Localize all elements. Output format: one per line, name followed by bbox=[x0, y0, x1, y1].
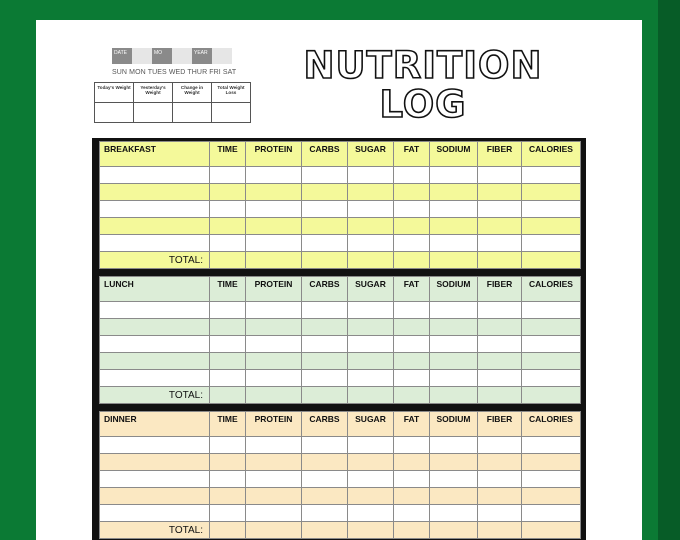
value-cell[interactable] bbox=[348, 437, 394, 454]
date-fields bbox=[112, 48, 232, 64]
column-header-calories: CALORIES bbox=[522, 412, 581, 437]
value-cell[interactable] bbox=[478, 218, 522, 235]
food-cell[interactable] bbox=[100, 370, 210, 387]
value-cell[interactable] bbox=[246, 336, 302, 353]
dark-green-edge bbox=[658, 0, 680, 540]
entry-row bbox=[100, 370, 581, 387]
value-cell[interactable] bbox=[348, 319, 394, 336]
total-row bbox=[100, 387, 581, 404]
entry-row bbox=[100, 353, 581, 370]
value-cell[interactable] bbox=[394, 336, 430, 353]
food-cell[interactable] bbox=[100, 201, 210, 218]
column-header-sodium: SODIUM bbox=[430, 412, 478, 437]
value-cell[interactable] bbox=[302, 437, 348, 454]
value-cell[interactable] bbox=[522, 167, 581, 184]
value-cell[interactable] bbox=[302, 370, 348, 387]
value-cell[interactable] bbox=[210, 302, 246, 319]
value-cell[interactable] bbox=[302, 471, 348, 488]
value-cell[interactable] bbox=[430, 336, 478, 353]
value-cell[interactable] bbox=[478, 370, 522, 387]
value-cell[interactable] bbox=[430, 370, 478, 387]
column-header-time: TIME bbox=[210, 412, 246, 437]
column-header-protein: PROTEIN bbox=[246, 277, 302, 302]
food-cell[interactable] bbox=[100, 319, 210, 336]
value-cell[interactable] bbox=[348, 454, 394, 471]
value-cell[interactable] bbox=[522, 370, 581, 387]
value-cell[interactable] bbox=[210, 201, 246, 218]
value-cell[interactable] bbox=[246, 235, 302, 252]
value-cell[interactable] bbox=[246, 471, 302, 488]
food-cell[interactable] bbox=[100, 302, 210, 319]
lunch-table bbox=[99, 276, 581, 404]
value-cell[interactable] bbox=[522, 471, 581, 488]
total-label: TOTAL: bbox=[100, 252, 210, 269]
year-field[interactable] bbox=[212, 48, 232, 64]
value-cell[interactable] bbox=[394, 167, 430, 184]
page-title bbox=[298, 46, 548, 124]
column-header-fiber: FIBER bbox=[478, 412, 522, 437]
value-cell[interactable] bbox=[246, 201, 302, 218]
value-cell[interactable] bbox=[522, 437, 581, 454]
value-cell[interactable] bbox=[348, 471, 394, 488]
weight-cell[interactable] bbox=[173, 103, 212, 123]
weight-header-total-loss: Total Weight Loss bbox=[212, 83, 251, 103]
value-cell[interactable] bbox=[210, 184, 246, 201]
value-cell[interactable] bbox=[394, 201, 430, 218]
value-cell[interactable] bbox=[394, 319, 430, 336]
value-cell[interactable] bbox=[348, 218, 394, 235]
total-cell[interactable] bbox=[394, 252, 430, 269]
food-cell[interactable] bbox=[100, 488, 210, 505]
total-cell[interactable] bbox=[246, 252, 302, 269]
food-cell[interactable] bbox=[100, 437, 210, 454]
total-cell[interactable] bbox=[430, 387, 478, 404]
entry-row bbox=[100, 184, 581, 201]
value-cell[interactable] bbox=[302, 488, 348, 505]
value-cell[interactable] bbox=[348, 302, 394, 319]
food-cell[interactable] bbox=[100, 184, 210, 201]
entry-row bbox=[100, 454, 581, 471]
total-cell[interactable] bbox=[394, 387, 430, 404]
value-cell[interactable] bbox=[246, 505, 302, 522]
total-row bbox=[100, 252, 581, 269]
value-cell[interactable] bbox=[522, 235, 581, 252]
value-cell[interactable] bbox=[522, 218, 581, 235]
month-label: MO bbox=[152, 48, 172, 64]
column-header-carbs: CARBS bbox=[302, 142, 348, 167]
value-cell[interactable] bbox=[394, 488, 430, 505]
value-cell[interactable] bbox=[348, 353, 394, 370]
value-cell[interactable] bbox=[430, 437, 478, 454]
value-cell[interactable] bbox=[246, 184, 302, 201]
value-cell[interactable] bbox=[522, 184, 581, 201]
value-cell[interactable] bbox=[302, 167, 348, 184]
value-cell[interactable] bbox=[246, 218, 302, 235]
value-cell[interactable] bbox=[430, 319, 478, 336]
value-cell[interactable] bbox=[478, 471, 522, 488]
lunch-label: LUNCH bbox=[100, 277, 210, 302]
column-header-sodium: SODIUM bbox=[430, 142, 478, 167]
total-cell[interactable] bbox=[210, 252, 246, 269]
value-cell[interactable] bbox=[348, 235, 394, 252]
month-field[interactable] bbox=[172, 48, 192, 64]
value-cell[interactable] bbox=[348, 184, 394, 201]
breakfast-label: BREAKFAST bbox=[100, 142, 210, 167]
entry-row bbox=[100, 336, 581, 353]
total-label: TOTAL: bbox=[100, 387, 210, 404]
column-header-fiber: FIBER bbox=[478, 142, 522, 167]
value-cell[interactable] bbox=[210, 167, 246, 184]
total-cell[interactable] bbox=[348, 387, 394, 404]
weight-header-today: Today's Weight bbox=[95, 83, 134, 103]
value-cell[interactable] bbox=[394, 302, 430, 319]
value-cell[interactable] bbox=[430, 488, 478, 505]
total-cell[interactable] bbox=[522, 252, 581, 269]
food-cell[interactable] bbox=[100, 235, 210, 252]
value-cell[interactable] bbox=[302, 235, 348, 252]
value-cell[interactable] bbox=[430, 471, 478, 488]
value-cell[interactable] bbox=[348, 336, 394, 353]
value-cell[interactable] bbox=[302, 454, 348, 471]
value-cell[interactable] bbox=[246, 319, 302, 336]
value-cell[interactable] bbox=[430, 302, 478, 319]
column-header-carbs: CARBS bbox=[302, 412, 348, 437]
value-cell[interactable] bbox=[348, 167, 394, 184]
total-cell[interactable] bbox=[478, 522, 522, 539]
entry-row bbox=[100, 319, 581, 336]
value-cell[interactable] bbox=[210, 235, 246, 252]
value-cell[interactable] bbox=[348, 201, 394, 218]
entry-row bbox=[100, 437, 581, 454]
total-cell[interactable] bbox=[430, 252, 478, 269]
value-cell[interactable] bbox=[246, 370, 302, 387]
day-sat[interactable]: SAT bbox=[222, 69, 237, 76]
dinner-label: DINNER bbox=[100, 412, 210, 437]
column-header-protein: PROTEIN bbox=[246, 412, 302, 437]
value-cell[interactable] bbox=[394, 370, 430, 387]
value-cell[interactable] bbox=[246, 454, 302, 471]
value-cell[interactable] bbox=[430, 201, 478, 218]
title-line-1: NUTRITION bbox=[303, 44, 543, 87]
value-cell[interactable] bbox=[394, 353, 430, 370]
food-cell[interactable] bbox=[100, 505, 210, 522]
meal-tables bbox=[92, 138, 586, 540]
date-label: DATE bbox=[112, 48, 132, 64]
value-cell[interactable] bbox=[478, 201, 522, 218]
value-cell[interactable] bbox=[430, 184, 478, 201]
column-header-protein: PROTEIN bbox=[246, 142, 302, 167]
value-cell[interactable] bbox=[478, 184, 522, 201]
total-cell[interactable] bbox=[522, 522, 581, 539]
food-cell[interactable] bbox=[100, 454, 210, 471]
value-cell[interactable] bbox=[302, 201, 348, 218]
value-cell[interactable] bbox=[430, 454, 478, 471]
food-cell[interactable] bbox=[100, 218, 210, 235]
weight-header-yesterday: Yesterday's Weight bbox=[134, 83, 173, 103]
entry-row bbox=[100, 167, 581, 184]
total-cell[interactable] bbox=[430, 522, 478, 539]
breakfast-table bbox=[99, 141, 581, 269]
value-cell[interactable] bbox=[478, 454, 522, 471]
value-cell[interactable] bbox=[522, 302, 581, 319]
value-cell[interactable] bbox=[522, 319, 581, 336]
food-cell[interactable] bbox=[100, 353, 210, 370]
total-cell[interactable] bbox=[302, 387, 348, 404]
entry-row bbox=[100, 471, 581, 488]
total-cell[interactable] bbox=[478, 387, 522, 404]
day-sun[interactable]: SUN bbox=[112, 69, 128, 76]
value-cell[interactable] bbox=[522, 353, 581, 370]
total-cell[interactable] bbox=[394, 522, 430, 539]
total-cell[interactable] bbox=[522, 387, 581, 404]
total-row bbox=[100, 522, 581, 539]
value-cell[interactable] bbox=[210, 353, 246, 370]
value-cell[interactable] bbox=[246, 353, 302, 370]
weight-cell[interactable] bbox=[95, 103, 134, 123]
value-cell[interactable] bbox=[394, 505, 430, 522]
date-field[interactable] bbox=[132, 48, 152, 64]
column-header-fat: FAT bbox=[394, 142, 430, 167]
value-cell[interactable] bbox=[302, 319, 348, 336]
food-cell[interactable] bbox=[100, 336, 210, 353]
value-cell[interactable] bbox=[302, 505, 348, 522]
total-cell[interactable] bbox=[348, 252, 394, 269]
column-header-sugar: SUGAR bbox=[348, 277, 394, 302]
value-cell[interactable] bbox=[478, 336, 522, 353]
weight-table bbox=[94, 82, 251, 123]
column-header-sodium: SODIUM bbox=[430, 277, 478, 302]
value-cell[interactable] bbox=[246, 488, 302, 505]
food-cell[interactable] bbox=[100, 167, 210, 184]
day-tues[interactable]: TUES bbox=[147, 69, 167, 76]
column-header-carbs: CARBS bbox=[302, 277, 348, 302]
value-cell[interactable] bbox=[210, 505, 246, 522]
value-cell[interactable] bbox=[302, 302, 348, 319]
total-cell[interactable] bbox=[210, 387, 246, 404]
column-header-sugar: SUGAR bbox=[348, 142, 394, 167]
value-cell[interactable] bbox=[430, 505, 478, 522]
value-cell[interactable] bbox=[478, 235, 522, 252]
value-cell[interactable] bbox=[348, 488, 394, 505]
day-wed[interactable]: WED bbox=[168, 69, 186, 76]
weight-cell[interactable] bbox=[134, 103, 173, 123]
value-cell[interactable] bbox=[302, 353, 348, 370]
value-cell[interactable] bbox=[478, 319, 522, 336]
value-cell[interactable] bbox=[522, 336, 581, 353]
column-header-fat: FAT bbox=[394, 277, 430, 302]
value-cell[interactable] bbox=[478, 437, 522, 454]
total-cell[interactable] bbox=[302, 252, 348, 269]
value-cell[interactable] bbox=[478, 505, 522, 522]
value-cell[interactable] bbox=[302, 184, 348, 201]
value-cell[interactable] bbox=[210, 370, 246, 387]
value-cell[interactable] bbox=[430, 167, 478, 184]
total-cell[interactable] bbox=[210, 522, 246, 539]
dinner-table bbox=[99, 411, 581, 539]
column-header-calories: CALORIES bbox=[522, 142, 581, 167]
day-fri[interactable]: FRI bbox=[209, 69, 221, 76]
value-cell[interactable] bbox=[210, 454, 246, 471]
day-thur[interactable]: THUR bbox=[187, 69, 208, 76]
weight-cell[interactable] bbox=[212, 103, 251, 123]
column-header-time: TIME bbox=[210, 142, 246, 167]
value-cell[interactable] bbox=[394, 184, 430, 201]
column-header-time: TIME bbox=[210, 277, 246, 302]
entry-row bbox=[100, 505, 581, 522]
value-cell[interactable] bbox=[430, 353, 478, 370]
column-header-calories: CALORIES bbox=[522, 277, 581, 302]
value-cell[interactable] bbox=[430, 218, 478, 235]
value-cell[interactable] bbox=[394, 437, 430, 454]
entry-row bbox=[100, 235, 581, 252]
value-cell[interactable] bbox=[302, 336, 348, 353]
value-cell[interactable] bbox=[210, 218, 246, 235]
total-cell[interactable] bbox=[348, 522, 394, 539]
value-cell[interactable] bbox=[302, 218, 348, 235]
value-cell[interactable] bbox=[394, 218, 430, 235]
value-cell[interactable] bbox=[394, 454, 430, 471]
food-cell[interactable] bbox=[100, 471, 210, 488]
value-cell[interactable] bbox=[210, 437, 246, 454]
column-header-fat: FAT bbox=[394, 412, 430, 437]
total-cell[interactable] bbox=[246, 522, 302, 539]
value-cell[interactable] bbox=[246, 437, 302, 454]
value-cell[interactable] bbox=[210, 319, 246, 336]
value-cell[interactable] bbox=[522, 201, 581, 218]
column-header-sugar: SUGAR bbox=[348, 412, 394, 437]
value-cell[interactable] bbox=[478, 167, 522, 184]
nutrition-log-page bbox=[36, 20, 642, 540]
value-cell[interactable] bbox=[478, 488, 522, 505]
total-cell[interactable] bbox=[302, 522, 348, 539]
value-cell[interactable] bbox=[210, 471, 246, 488]
value-cell[interactable] bbox=[394, 471, 430, 488]
value-cell[interactable] bbox=[430, 235, 478, 252]
weight-header-change: Change in Weight bbox=[173, 83, 212, 103]
value-cell[interactable] bbox=[478, 302, 522, 319]
entry-row bbox=[100, 201, 581, 218]
total-cell[interactable] bbox=[478, 252, 522, 269]
value-cell[interactable] bbox=[522, 505, 581, 522]
value-cell[interactable] bbox=[522, 454, 581, 471]
value-cell[interactable] bbox=[246, 302, 302, 319]
year-label: YEAR bbox=[192, 48, 212, 64]
value-cell[interactable] bbox=[348, 370, 394, 387]
total-label: TOTAL: bbox=[100, 522, 210, 539]
entry-row bbox=[100, 488, 581, 505]
weekday-row bbox=[112, 69, 236, 76]
value-cell[interactable] bbox=[210, 488, 246, 505]
value-cell[interactable] bbox=[246, 167, 302, 184]
value-cell[interactable] bbox=[348, 505, 394, 522]
entry-row bbox=[100, 302, 581, 319]
value-cell[interactable] bbox=[210, 336, 246, 353]
value-cell[interactable] bbox=[394, 235, 430, 252]
title-line-2: LOG bbox=[379, 83, 467, 126]
total-cell[interactable] bbox=[246, 387, 302, 404]
entry-row bbox=[100, 218, 581, 235]
column-header-fiber: FIBER bbox=[478, 277, 522, 302]
value-cell[interactable] bbox=[522, 488, 581, 505]
value-cell[interactable] bbox=[478, 353, 522, 370]
day-mon[interactable]: MON bbox=[129, 69, 146, 76]
